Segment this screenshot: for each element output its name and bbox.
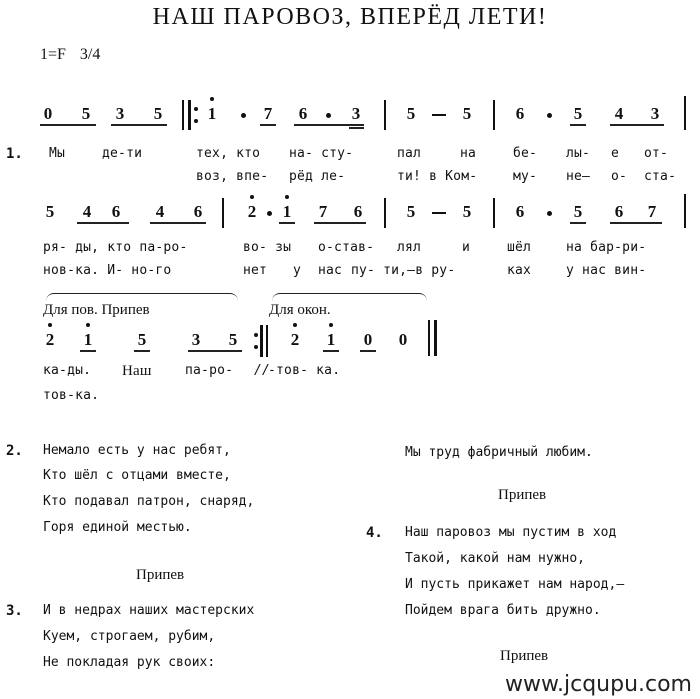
repeat-start: [188, 100, 191, 130]
underline: [610, 124, 664, 126]
note: 6: [515, 202, 525, 221]
note: 5: [153, 104, 163, 123]
lyric-syllable: бе-: [513, 146, 538, 161]
barline: [428, 320, 430, 356]
lyric-syllable: нов-ка. И- но-го: [43, 263, 172, 278]
note: 6: [298, 104, 308, 123]
lyric-syllable: воз, впе-: [196, 169, 269, 184]
lyric-syllable: ти! в Ком-: [397, 169, 478, 184]
underline: [323, 350, 339, 352]
key: 1=F: [40, 46, 66, 63]
lyric-syllable: от-: [644, 146, 669, 161]
lyric-syllable: шёл: [507, 240, 532, 255]
refrain-label: Припев: [136, 567, 185, 583]
underline: [150, 222, 206, 224]
underline: [40, 124, 96, 126]
verse-number: 2.: [6, 443, 23, 459]
repeat-dot: [194, 119, 198, 123]
lyric-syllable: не—: [566, 169, 591, 184]
refrain-label: Припев: [498, 487, 547, 503]
lyric-syllable: лы-: [566, 146, 591, 161]
barline: [684, 96, 686, 130]
lyric-syllable: у нас вин-: [566, 263, 647, 278]
lyric-syllable: па-ро-: [185, 363, 234, 378]
verse-number: 4.: [366, 525, 383, 541]
note: 3: [351, 104, 361, 123]
tie-dash: [432, 212, 446, 214]
underline: [134, 350, 150, 352]
lyric-syllable: нас: [318, 263, 343, 278]
verse-line: Куем, строгаем, рубим,: [43, 629, 216, 644]
verse-line: Мы труд фабричный любим.: [405, 445, 593, 460]
note: 1: [324, 330, 338, 350]
song-title: НАШ ПАРОВОЗ, ВПЕРЁД ЛЕТИ!: [152, 4, 548, 30]
lyric-syllable: на- сту-: [289, 146, 354, 161]
lyric-syllable: му-: [513, 169, 538, 184]
barline: [493, 198, 495, 228]
final-barline: [434, 320, 437, 356]
barline: [222, 198, 224, 228]
note: 2: [43, 330, 57, 350]
note: 2: [245, 202, 259, 222]
barline: [493, 100, 495, 130]
underline: [570, 222, 586, 224]
note: 5: [45, 202, 55, 221]
lyric-syllable: на бар-ри-: [566, 240, 647, 255]
verse-line: И в недрах наших мастерских: [43, 603, 255, 618]
barline: [684, 194, 686, 228]
augmentation-dot: [241, 113, 246, 118]
note: 1: [205, 104, 219, 124]
note: 4: [82, 202, 92, 221]
note: 7: [263, 104, 273, 123]
note: 6: [614, 202, 624, 221]
note: 5: [137, 330, 147, 349]
verse-line: Кто шёл с отцами вместе,: [43, 468, 231, 483]
augmentation-dot: [326, 113, 331, 118]
verse-line: Немало есть у нас ребят,: [43, 443, 231, 458]
underline: [260, 124, 276, 126]
note: 3: [650, 104, 660, 123]
underline: [314, 222, 366, 224]
lyric-syllable: Наш: [122, 363, 152, 379]
lyric-syllable: де-ти: [102, 146, 143, 161]
note: 4: [155, 202, 165, 221]
lyric-syllable: лял: [397, 240, 422, 255]
lyric-syllable: о-став-: [318, 240, 375, 255]
tie-dash: [432, 114, 446, 116]
verse-line: Наш паровоз мы пустим в ход: [405, 525, 617, 540]
lyric-syllable: тех, кто: [196, 146, 261, 161]
verse-line: Не покладая рук своих:: [43, 655, 216, 670]
note: 5: [573, 202, 583, 221]
repeat-dot: [254, 333, 258, 337]
note: 3: [191, 330, 201, 349]
underline: [570, 124, 586, 126]
underline: [294, 124, 364, 126]
lyric-syllable: о-: [611, 169, 628, 184]
barline: [182, 100, 184, 130]
lyric-syllable: ках: [507, 263, 532, 278]
repeat-dot: [254, 345, 258, 349]
note: 0: [43, 104, 53, 123]
underline: [610, 222, 662, 224]
barline: [384, 198, 386, 228]
barline: [384, 100, 386, 130]
second-ending-label: Для окон.: [269, 302, 331, 318]
underline: [77, 222, 129, 224]
note: 3: [115, 104, 125, 123]
lyric-syllable: у: [293, 263, 302, 278]
time-signature: 3/4: [79, 46, 101, 63]
first-ending-label: Для пов. Припев: [43, 302, 150, 318]
lyric-syllable: рёд ле-: [289, 169, 346, 184]
lyric-syllable: -тов- ка.: [268, 363, 341, 378]
note: 6: [515, 104, 525, 123]
augmentation-dot: [547, 211, 552, 216]
note: 7: [318, 202, 328, 221]
lyric-syllable: на: [460, 146, 477, 161]
repeat-end: [260, 325, 263, 357]
verse-line: Такой, какой нам нужно,: [405, 551, 586, 566]
note: 5: [573, 104, 583, 123]
underline: [111, 124, 167, 126]
note: 5: [228, 330, 238, 349]
underline: [360, 350, 376, 352]
barline: [266, 325, 268, 357]
note: 6: [193, 202, 203, 221]
lyric-syllable: пал: [397, 146, 422, 161]
key-signature: [40, 46, 100, 64]
note: 1: [81, 330, 95, 350]
lyric-syllable: во- зы: [243, 240, 292, 255]
note: 0: [363, 330, 373, 349]
lyric-syllable: ря- ды, кто па-ро-: [43, 240, 188, 255]
segno-mark: //: [254, 363, 271, 378]
underline: [80, 350, 96, 352]
underline: [279, 222, 295, 224]
repeat-dot: [194, 107, 198, 111]
first-ending-bracket: [46, 293, 238, 302]
verse-line: И пусть прикажет нам народ,—: [405, 577, 625, 592]
verse-line: Кто подавал патрон, снаряд,: [43, 494, 255, 509]
underline: [349, 127, 364, 129]
verse-line: Горя единой местью.: [43, 520, 192, 535]
note: 6: [353, 202, 363, 221]
note: 5: [406, 202, 416, 221]
lyric-syllable: нет: [243, 263, 268, 278]
lyric-syllable: пу- ти,—в ру-: [351, 263, 456, 278]
second-ending-bracket: [272, 293, 427, 302]
augmentation-dot: [267, 211, 272, 216]
note: 2: [288, 330, 302, 350]
note: 6: [111, 202, 121, 221]
note: 5: [462, 104, 472, 123]
note: 5: [81, 104, 91, 123]
verse-number: 1.: [6, 146, 23, 162]
lyric-syllable: ка-ды.: [43, 363, 92, 378]
note: 1: [280, 202, 294, 222]
underline: [188, 350, 242, 352]
lyric-syllable: тов-ка.: [43, 388, 100, 403]
watermark: www.jcqupu.com: [505, 672, 692, 697]
lyric-syllable: ста-: [644, 169, 677, 184]
lyric-syllable: Мы: [49, 146, 66, 161]
lyric-syllable: е: [611, 146, 620, 161]
note: 4: [614, 104, 624, 123]
note: 0: [398, 330, 408, 349]
note: 5: [462, 202, 472, 221]
note: 5: [406, 104, 416, 123]
verse-line: Пойдем врага бить дружно.: [405, 603, 601, 618]
augmentation-dot: [547, 113, 552, 118]
lyric-syllable: и: [462, 240, 471, 255]
verse-number: 3.: [6, 603, 23, 619]
refrain-label: Припев: [500, 648, 549, 664]
note: 7: [647, 202, 657, 221]
